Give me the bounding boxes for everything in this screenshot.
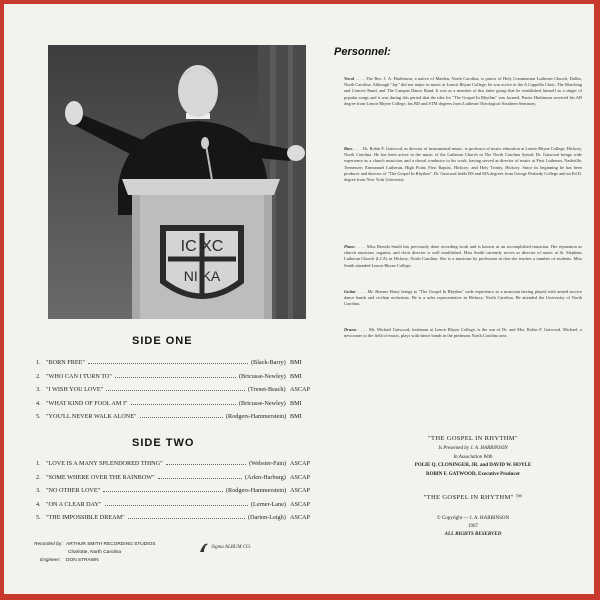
credit-associates: POLIE Q. CLONINGER, JR. and DAVID W. HOYLE bbox=[414, 463, 532, 468]
engineer-label: Engineer: bbox=[40, 558, 61, 563]
track-row bbox=[36, 460, 310, 470]
studio-name: ARTHUR SMITH RECORDING STUDIOS bbox=[66, 542, 156, 547]
bio-text: Mr. Bonner Hasty brings to "The Gospel In Rhythm" wide experience as a musician having played with armed service dance bands and civilian orchestras. He is a sales representative in Hickory, North Carolina. He attended the University of North Carolina. bbox=[344, 289, 582, 307]
track-row bbox=[36, 514, 310, 524]
track-composer: (Lerner-Lane) bbox=[251, 500, 286, 508]
dotted-leader bbox=[128, 518, 245, 519]
track-number: 1. bbox=[36, 359, 41, 366]
personnel-bio: Guitar . . . . Mr. Bonner Hasty brings to "The Gospel In Rhythm" wide experience as a musician having played with armed service dance bands and civilian orchestras. He is a sales representative in Hickory, North Carolina. He attended the University of North Carolina. bbox=[344, 289, 582, 307]
personnel-bio: Drums . . . . Mr. Michael Gatwood, freshman at Lenoir Rhyne College, is the son of Dr. and Mrs. Robin F. Gatwood. Michael, a newcomer to the field of music, plays with dance bands in the piedmont North Carolina area. bbox=[344, 327, 582, 339]
track-title: "BORN FREE" bbox=[46, 359, 85, 366]
track-title: "YOU'LL NEVER WALK ALONE" bbox=[46, 413, 137, 420]
track-license: ASCAP bbox=[290, 460, 310, 467]
left-hand bbox=[65, 101, 83, 125]
track-title: "LOVE IS A MANY SPLENDORED THING" bbox=[46, 460, 163, 467]
track-license: ASCAP bbox=[290, 487, 310, 494]
recording-credits bbox=[34, 541, 155, 565]
track-title: "NO OTHER LOVE" bbox=[46, 487, 101, 494]
track-number: 5. bbox=[36, 514, 41, 521]
credit-title: "THE GOSPEL IN RHYTHM" bbox=[428, 435, 518, 442]
right-hand bbox=[287, 145, 305, 161]
track-composer: (Rodgers-Hammerstein) bbox=[226, 487, 287, 494]
track-license: ASCAP bbox=[290, 473, 310, 481]
track-composer: (Darion-Leigh) bbox=[248, 514, 286, 521]
track-title: "SOME WHERE OVER THE RAINBOW" bbox=[46, 473, 155, 481]
singer-photo bbox=[48, 45, 306, 319]
track-row bbox=[36, 500, 310, 511]
recorded-by-label: Recorded by: bbox=[34, 542, 63, 547]
track-title: "WHO CAN I TURN TO" bbox=[46, 372, 112, 380]
dotted-leader bbox=[88, 363, 248, 364]
man-head bbox=[178, 65, 218, 117]
track-number: 2. bbox=[36, 372, 41, 380]
track-row bbox=[36, 373, 306, 383]
track-title: "I WISH YOU LOVE" bbox=[46, 386, 104, 393]
dotted-leader bbox=[140, 417, 223, 418]
singer-photo-illustration bbox=[48, 45, 306, 319]
track-composer: (Bricusse-Newley) bbox=[239, 372, 286, 380]
track-composer: (Arlen-Harburg) bbox=[245, 473, 286, 481]
track-license: ASCAP bbox=[290, 500, 310, 508]
bio-text: Miss Brenda Smith has previously done recording work and is known as an accomplished musician. Her reputation as church musician, organist, and choir director is well established. Miss Smith currently serves as director of music at St. Stephens Lutheran Church (LCA) in Hickory, North Carolina. She is a musician by profession in that she teaches a number of students. Miss Smith attended Lenoir Rhyne College. bbox=[344, 244, 582, 268]
dotted-leader bbox=[105, 505, 248, 506]
track-title: "ON A CLEAR DAY" bbox=[46, 500, 102, 508]
track-row bbox=[36, 473, 310, 484]
dotted-leader bbox=[131, 404, 236, 405]
personnel-heading: Personnel: bbox=[334, 46, 391, 58]
track-number: 5. bbox=[36, 413, 41, 420]
track-composer: (Webster-Fain) bbox=[249, 460, 287, 467]
studio-location: Charlotte, North Carolina bbox=[68, 550, 122, 555]
track-row bbox=[36, 400, 306, 410]
track-license: BMI bbox=[290, 399, 302, 407]
pulpit-top bbox=[122, 179, 280, 195]
track-license: ASCAP bbox=[290, 386, 310, 393]
logo-text: Sigma ALBUM CO. bbox=[211, 545, 252, 551]
track-number: 4. bbox=[36, 500, 41, 508]
track-title: "THE IMPOSSIBLE DREAM" bbox=[46, 514, 125, 521]
dotted-leader bbox=[106, 390, 245, 391]
bio-role: Bass bbox=[344, 146, 353, 151]
track-composer: (Rodgers-Hammerstein) bbox=[226, 413, 287, 420]
track-row bbox=[36, 487, 310, 497]
track-number: 2. bbox=[36, 473, 41, 481]
track-number: 3. bbox=[36, 386, 41, 393]
personnel-bio: Vocal . . . . The Rev. J. A. Harbinson, a native of Maiden, North Carolina, is pastor of Holy Communion Lutheran Church, Dallas, North Carolina. Although "Jay" did not major in music at Lenoir Rhyne College, he was active in the A Cappella Choir, The Marching and Concert Band, and The Campus Dance Band. It was as a member of this latter group that he established himself as a singer of popular songs and it was during this period that the idea for "The Gospel In Rhythm" was formed. Pastor Harbinson received his AB degree from Lenoir Rhyne College, his BD and STM degrees from Lutheran Theological Southern Seminary. bbox=[344, 76, 582, 106]
dotted-leader bbox=[103, 491, 223, 492]
credit-year: 1967 bbox=[468, 524, 478, 529]
track-row bbox=[36, 413, 306, 423]
shield-text-top: IC XC bbox=[180, 238, 224, 255]
engineer-name: DON STRAWN bbox=[66, 558, 99, 563]
side-two-heading: SIDE TWO bbox=[132, 437, 195, 449]
track-license: BMI bbox=[290, 413, 302, 420]
bio-text: The Rev. J. A. Harbinson, a native of Maiden, North Carolina, is pastor of Holy Communion Lutheran Church, Dallas, North Carolina. Although "Jay" did not major in music at Lenoir Rhyne College, he was active in the A Cappella Choir, The Marching and Concert Band, and The Campus Dance Band. It was as a member of this latter group that he established himself as a singer of popular songs and it was during this period that the idea for "The Gospel In Rhythm" was formed. Pastor Harbinson received his AB degree from Lenoir Rhyne College, his BD and STM degrees from Lutheran Theological Southern Seminary. bbox=[344, 76, 582, 106]
bio-role: Vocal bbox=[344, 76, 355, 81]
track-title: "WHAT KIND OF FOOL AM I" bbox=[46, 399, 128, 407]
credit-executive-producer: ROBIN F. GATWOOD, Executive Producer bbox=[425, 472, 521, 477]
credit-copyright: © Copyright — J. A. HARBINSON bbox=[436, 516, 510, 521]
track-license: BMI bbox=[290, 372, 302, 380]
track-composer: (Bricusse-Newley) bbox=[239, 399, 286, 407]
credit-presented-by: Is Presented by J. A. HARBINSON bbox=[438, 446, 508, 451]
dotted-leader bbox=[115, 377, 236, 378]
bio-role: Drums bbox=[344, 327, 357, 332]
logo-icon bbox=[198, 540, 210, 554]
track-license: BMI bbox=[290, 359, 302, 366]
track-composer: (Trenet-Beach) bbox=[248, 386, 286, 393]
dotted-leader bbox=[166, 464, 246, 465]
personnel-bio: Bass . . . . Dr. Robin F. Gatwood, as director of instrumental music, is professor of music education at Lenoir Rhyne College, Hickory, North Carolina. He has been active in the music of the Lutheran Church in The North Carolina Synod. Dr. Gatwood brings wide experience as a church musician, and a choral conductor to his work, having served as director of music at First Lutheran, Nashville, Tennessee; Emmanuel Lutheran, High Point; First Baptist, Hickory; and Holy Trinity, Hickory. Since its beginning he has been producer and director of "The Gospel In Rhythm". Dr. Gatwood holds BS and MA degrees from George Peabody College and an Ed.D. degree from New York University. bbox=[344, 146, 582, 183]
bio-text: Mr. Michael Gatwood, freshman at Lenoir Rhyne College, is the son of Dr. and Mrs. Robin F. Gatwood. Michael, a newcomer to the field of music, plays with dance bands in the piedmont North Carolina area. bbox=[344, 327, 582, 339]
bio-role: Piano bbox=[344, 244, 355, 249]
shield-text-bottom: NI KA bbox=[183, 268, 221, 284]
album-back-cover bbox=[4, 4, 594, 594]
album-co-logo bbox=[198, 540, 251, 554]
microphone bbox=[201, 137, 209, 149]
track-composer: (Black-Barry) bbox=[251, 359, 286, 366]
track-number: 1. bbox=[36, 460, 41, 467]
credit-in-association: In Association With bbox=[453, 455, 493, 460]
track-license: ASCAP bbox=[290, 514, 310, 521]
track-row bbox=[36, 386, 310, 396]
dotted-leader bbox=[158, 478, 242, 479]
personnel-bio: Piano . . . . Miss Brenda Smith has previously done recording work and is known as an accomplished musician. Her reputation as church musician, organist, and choir director is well established. Miss Smith currently serves as director of music at St. Stephens Lutheran Church (LCA) in Hickory, North Carolina. She is a musician by profession in that she teaches a number of students. Miss Smith attended Lenoir Rhyne College. bbox=[344, 244, 582, 268]
credit-title-tm: "THE GOSPEL IN RHYTHM" ™ bbox=[423, 494, 523, 501]
side-one-heading: SIDE ONE bbox=[132, 335, 193, 347]
bio-role: Guitar bbox=[344, 289, 356, 294]
track-row bbox=[36, 359, 306, 369]
track-number: 4. bbox=[36, 399, 41, 407]
track-number: 3. bbox=[36, 487, 41, 494]
credit-rights: ALL RIGHTS RESERVED bbox=[444, 532, 502, 537]
bio-text: Dr. Robin F. Gatwood, as director of instrumental music, is professor of music education at Lenoir Rhyne College, Hickory, North Carolina. He has been active in the music of the Lutheran Church in The North Carolina Synod. Dr. Gatwood brings wide experience as a church musician, and a choral conductor to his work, having served as director of music at First Lutheran, Nashville, Tennessee; Emmanuel Lutheran, High Point; First Baptist, Hickory; and Holy Trinity, Hickory. Since its beginning he has been producer and director of "The Gospel In Rhythm". Dr. Gatwood holds BS and MA degrees from George Peabody College and an Ed.D. degree from New York University. bbox=[344, 146, 582, 183]
